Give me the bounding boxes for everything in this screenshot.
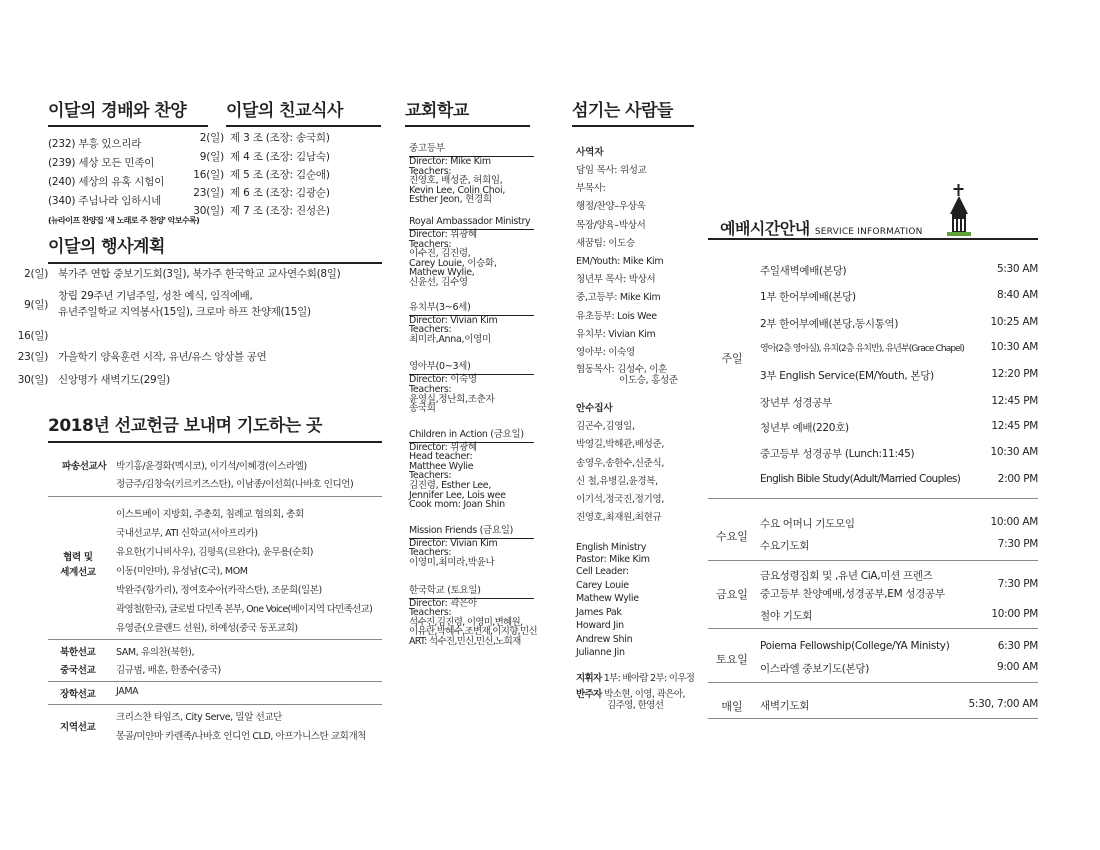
- mission-text: SAM, 유의찬(북한),: [116, 647, 195, 658]
- service-name: English Bible Study(Adult/Married Couples): [760, 473, 961, 485]
- school-line: Director: Vivian Kim: [409, 537, 498, 549]
- mission-text: 유요한(기니비사우), 김평육(르완다), 윤무용(순회): [116, 547, 314, 558]
- mission-text: JAMA: [116, 686, 139, 697]
- school-line: Teachers:: [409, 607, 452, 619]
- school-line: 윤영실,정난희,조춘자: [409, 393, 495, 405]
- service-name: 청년부 예배(220호): [760, 422, 849, 434]
- fellowship-item: [186, 149, 330, 164]
- fellowship-text: 제 4 조 (조장: 김남숙): [230, 151, 330, 163]
- school-group-title: 한국학교 (토요일): [409, 582, 534, 599]
- service-time: 12:45 PM: [991, 420, 1038, 432]
- fellowship-text: 제 6 조 (조장: 김광순): [230, 187, 330, 199]
- service-time: 10:00 PM: [991, 608, 1038, 620]
- service-name: 수요 어머니 기도모임: [760, 518, 855, 530]
- fellowship-date: 30(일): [193, 205, 224, 217]
- english-item: Howard Jin: [576, 620, 624, 632]
- school-groups: [409, 140, 537, 647]
- servants-section: [572, 96, 694, 127]
- service-name: 중고등부 성경공부 (Lunch:11:45): [760, 448, 915, 460]
- service-day: 토요일: [716, 653, 748, 666]
- school-group-title: 영아부(0~3세): [409, 358, 534, 375]
- staff-heading: 사역자: [576, 147, 604, 158]
- school-line: Teachers:: [409, 383, 452, 395]
- service-name: 1부 한어부예배(본당): [760, 291, 856, 303]
- school-line: 이수진, 김진령,: [409, 248, 471, 260]
- school-title: 교회학교: [405, 96, 530, 127]
- fellowship-date: 2(일): [199, 132, 224, 144]
- staff-item: 부목사:: [576, 183, 606, 195]
- mission-text: 국내선교부, ATI 신학교(서아프리카): [116, 528, 258, 539]
- assoc-pastor: 협동목사: 김성수, 이훈: [576, 364, 667, 376]
- service-name: 2부 한어부예배(본당,동시통역): [760, 318, 899, 330]
- mission-text: 정금주/김창숙(키르키즈스탄), 이남종/이선희(나바호 인디언): [116, 479, 354, 490]
- missions-section: [48, 411, 382, 443]
- event-text: 가을학기 양육훈련 시작, 유년/유스 앙상블 공연: [58, 351, 267, 363]
- service-name: 철야 기도회: [760, 610, 813, 622]
- mission-label: 북한선교: [60, 647, 96, 658]
- school-group-title: Royal Ambassador Ministry: [409, 216, 534, 230]
- staff-item: 새꿈팀: 이도승: [576, 237, 635, 249]
- service-time: 5:30, 7:00 AM: [968, 698, 1038, 710]
- assoc-pastor: 이도승, 홍성준: [619, 374, 678, 386]
- hymn-item: (240) 세상의 유혹 시험이: [48, 176, 165, 188]
- hymns-section: [48, 96, 208, 230]
- school-line: ART: 석수진,민신,민신,노희재: [409, 636, 521, 647]
- event-text: 신앙명가 새벽기도(29일): [58, 374, 170, 386]
- deacon-item: 진영호,최재원,최현규: [576, 512, 662, 524]
- mission-text: 크리스챤 타임즈, City Serve, 밀알 선교단: [116, 712, 282, 723]
- school-line: 이영미,최미라,박윤나: [409, 557, 495, 569]
- mission-label: 장학선교: [60, 689, 96, 700]
- school-line: 김진령, Esther Lee,: [409, 480, 492, 492]
- service-name: 수요기도회: [760, 540, 810, 552]
- staff-item: 유초등부: Lois Wee: [576, 310, 657, 322]
- mission-text: 김규범, 배훈, 한종수(중국): [116, 665, 221, 676]
- service-separator: [708, 560, 1038, 561]
- school-line: Carey Louie, 이승화,: [409, 257, 497, 269]
- service-time: 5:30 AM: [996, 263, 1038, 275]
- service-time: 9:00 AM: [996, 661, 1038, 673]
- english-item: Carey Louie: [576, 579, 629, 591]
- fellowship-text: 제 5 조 (조장: 김순애): [230, 169, 330, 181]
- school-line: Director: 곽은아: [409, 597, 477, 609]
- english-item: Cell Leader:: [576, 566, 629, 578]
- school-group-title: Children in Action (금요일): [409, 426, 534, 443]
- mission-text: 이스트베이 지방회, 주총회, 침례교 협의회, 총회: [116, 509, 304, 520]
- school-section: [405, 96, 530, 127]
- fellowship-item: [186, 203, 330, 218]
- school-line: Teachers:: [409, 238, 452, 250]
- mission-label: 중국선교: [60, 665, 96, 676]
- service-name: 금요성령집회 및 ,유년 CiA,미션 프렌즈: [760, 570, 933, 582]
- service-name: 3부 English Service(EM/Youth, 본당): [760, 370, 934, 382]
- service-separator: [708, 498, 1038, 499]
- service-day: 금요일: [716, 588, 748, 601]
- event-text: 북가주 연합 중보기도회(3일), 북가주 한국학교 교사연수회(8일): [58, 268, 341, 280]
- mission-label: 파송선교사: [62, 461, 107, 472]
- mission-text: 곽영철(한국), 글로벌 다민족 본부, One Voice(베이지역 다민족선교): [116, 604, 373, 615]
- school-line: Jennifer Lee, Lois wee: [409, 489, 506, 501]
- event-text: 창립 29주년 기념주일, 성찬 예식, 임직예배,: [58, 290, 253, 302]
- mission-label: 지역선교: [60, 722, 96, 733]
- service-time: 8:40 AM: [996, 289, 1038, 301]
- conductor: [576, 674, 696, 685]
- school-group-title: Mission Friends (금요일): [409, 522, 534, 539]
- service-title-en: SERVICE INFORMATION: [814, 227, 923, 237]
- event-date: 30(일): [17, 374, 48, 386]
- fellowship-item: [186, 167, 330, 182]
- service-name: Poiema Fellowship(College/YA Ministy): [760, 640, 950, 652]
- school-line: Teachers:: [409, 547, 452, 559]
- service-header: [708, 186, 1038, 240]
- school-line: Director: 이숙영: [409, 374, 477, 386]
- service-time: 10:25 AM: [990, 316, 1038, 328]
- service-name: 장년부 성경공부: [760, 397, 832, 409]
- events-section: [48, 232, 382, 264]
- english-item: Andrew Shin: [576, 633, 633, 645]
- service-time: 10:30 AM: [990, 446, 1038, 458]
- fellowship-date: 16(일): [193, 169, 224, 181]
- event-date: 16(일): [17, 330, 48, 342]
- accompanist-label: 반주자: [576, 689, 602, 701]
- hymns-title: 이달의 경배와 찬양: [48, 96, 208, 127]
- mission-label: 협력 및 세계선교: [60, 552, 96, 578]
- service-title-wrap: [720, 216, 923, 239]
- deacon-item: 이기석,정국진,정기영,: [576, 494, 665, 506]
- mission-separator: [48, 681, 382, 682]
- service-name: 중고등부 찬양예배,성경공부,EM 성경공부: [760, 588, 945, 600]
- staff-item: 유치부: Vivian Kim: [576, 328, 656, 340]
- events-title: 이달의 행사계획: [48, 232, 382, 264]
- mission-text: 박기홍/윤경화(멕시코), 이기석/이혜경(이스라엘): [116, 461, 307, 472]
- fellowship-item: [186, 185, 330, 200]
- school-line: Director: 위광혜: [409, 441, 477, 453]
- servants-body: [576, 144, 696, 711]
- fellowship-item: [186, 130, 330, 145]
- mission-text: 유영준(오클랜드 선원), 하예성(중국 동포교회): [116, 623, 298, 634]
- hymn-item: (239) 세상 모든 민족이: [48, 157, 155, 169]
- fellowship-text: 제 3 조 (조장: 송국희): [230, 132, 330, 144]
- school-group-title: 중고등부: [409, 140, 534, 157]
- accompanist-cont: 김주영, 한영선: [607, 699, 664, 711]
- service-time: 7:30 PM: [997, 538, 1038, 550]
- missions-table: [48, 448, 382, 742]
- school-line: Director: 위광혜: [409, 228, 477, 240]
- service-separator: [708, 628, 1038, 629]
- mission-separator: [48, 496, 382, 497]
- staff-item: 중,고등부: Mike Kim: [576, 292, 661, 304]
- staff-item: 담임 목사: 위성교: [576, 165, 647, 176]
- school-line: 석수진,김진령, 이영미,변혜원,: [409, 616, 523, 628]
- service-title: 예배시간안내: [720, 219, 810, 238]
- service-name: 새벽기도회: [760, 700, 810, 712]
- school-line: 신윤선, 김수영: [409, 276, 468, 288]
- service-name: 영아(2층 영아실), 유치(2층 유치반), 유년부(Grace Chapel): [760, 344, 964, 354]
- conductor-label: 지휘자: [576, 672, 602, 684]
- hymn-item: (340) 주님나라 임하시네: [48, 195, 162, 207]
- school-line: Director: Mike Kim: [409, 156, 491, 167]
- hymn-note: (뉴라이프 찬양집 '새 노래로 주 찬양' 악보수록): [48, 216, 200, 225]
- deacon-item: 신 철,유병길,윤경복,: [576, 475, 658, 487]
- service-time: 10:30 AM: [990, 341, 1038, 353]
- english-item: James Pak: [576, 606, 622, 618]
- fellowship-title: 이달의 친교식사: [226, 96, 381, 127]
- school-line: 이유란,박혜수,조변재,이지향,민신: [409, 626, 537, 638]
- service-time: 12:45 PM: [991, 395, 1038, 407]
- fellowship-date: 9(일): [199, 151, 224, 163]
- mission-separator: [48, 639, 382, 640]
- staff-item: 행정/찬양–우상욱: [576, 201, 646, 213]
- school-line: Cook mom: Joan Shin: [409, 499, 505, 511]
- staff-item: 목장/양육–박상서: [576, 219, 646, 231]
- school-line: Teachers:: [409, 165, 452, 177]
- english-heading: English Ministry: [576, 542, 647, 554]
- fellowship-date: 23(일): [193, 187, 224, 199]
- school-line: Kevin Lee, Colin Choi,: [409, 184, 506, 196]
- service-day: 수요일: [716, 530, 748, 543]
- deacon-item: 박영길,박해관,배성준,: [576, 439, 665, 451]
- hymns-list: [48, 135, 208, 230]
- event-date: 2(일): [24, 268, 48, 280]
- mission-separator: [48, 704, 382, 705]
- english-item: Julianne Jin: [576, 647, 625, 659]
- fellowship-section: [226, 96, 381, 127]
- service-day: 주일: [721, 352, 743, 365]
- events-list: [10, 266, 390, 396]
- deacon-item: 송영우,송한수,신준식,: [576, 457, 665, 469]
- accompanist-names: 박소현, 이영, 곽은아,: [604, 689, 685, 701]
- mission-text: 이동(미얀마), 유성남(C국), MOM: [116, 566, 248, 577]
- service-time: 12:20 PM: [991, 368, 1038, 380]
- english-item: Pastor: Mike Kim: [576, 553, 650, 565]
- school-line: Matthee Wylie: [409, 460, 474, 472]
- school-line: Esther Jeon, 현경희: [409, 194, 492, 206]
- deacons-heading: 안수집사: [576, 403, 613, 415]
- event-date: 23(일): [17, 351, 48, 363]
- hymn-item: (232) 부흥 있으리라: [48, 138, 142, 150]
- school-line: 송국희: [409, 403, 436, 415]
- service-name: 이스라엘 중보기도(본당): [760, 663, 870, 675]
- event-text: 유년주일학교 지역봉사(15일), 크로마 하프 찬양제(15일): [58, 306, 311, 318]
- mission-text: 몽골/미얀마 카렌족/나바호 인디언 CLD, 아프가니스탄 교회개척: [116, 731, 367, 742]
- missions-title: 2018년 선교헌금 보내며 기도하는 곳: [48, 411, 382, 443]
- service-time: 10:00 AM: [990, 516, 1038, 528]
- service-day: 매일: [721, 700, 743, 713]
- service-name: 주일새벽예배(본당): [760, 265, 847, 277]
- school-line: 최미라,Anna,이영미: [409, 333, 491, 345]
- service-time: 6:30 PM: [997, 640, 1038, 652]
- service-time: 7:30 PM: [997, 578, 1038, 590]
- staff-item: 영아부: 이숙영: [576, 347, 635, 359]
- fellowship-text: 제 7 조 (조장: 진성은): [230, 205, 330, 217]
- english-item: Mathew Wylie: [576, 593, 639, 605]
- service-separator: [708, 682, 1038, 683]
- mission-text: 박완주(항가리), 정여호수아(카작스탄), 조문희(일본): [116, 585, 322, 596]
- fellowship-list: [186, 130, 386, 230]
- school-line: 진영호, 배성준, 허희임,: [409, 175, 503, 187]
- service-time: 2:00 PM: [997, 473, 1038, 485]
- school-group-title: 유치부(3~6세): [409, 299, 534, 316]
- staff-item: 청년부 목사: 박상서: [576, 274, 656, 286]
- service-separator: [708, 718, 1038, 719]
- school-line: Mathew Wylie,: [409, 267, 475, 279]
- event-date: 9(일): [24, 299, 48, 311]
- school-line: Director: Vivian Kim: [409, 314, 498, 326]
- staff-item: EM/Youth: Mike Kim: [576, 256, 664, 268]
- church-icon: [942, 184, 976, 240]
- servants-title: 섬기는 사람들: [572, 96, 694, 127]
- service-table: [708, 240, 1038, 720]
- conductor-names: 1부: 배아람 2부: 이우정: [603, 672, 695, 684]
- school-line: Teachers:: [409, 470, 452, 482]
- school-line: Teachers:: [409, 324, 452, 336]
- school-line: Head teacher:: [409, 451, 473, 463]
- deacon-item: 김곤수,김영일,: [576, 421, 635, 433]
